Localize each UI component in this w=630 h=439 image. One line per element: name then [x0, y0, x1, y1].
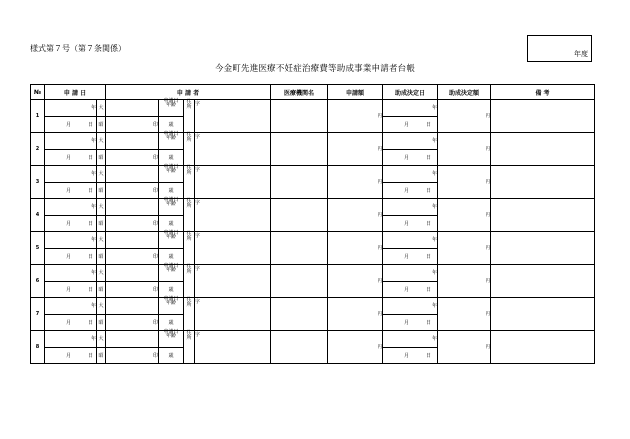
- address-cell[interactable]: [195, 133, 271, 166]
- applicant-name-cell[interactable]: [106, 331, 159, 348]
- aza-label: 字: [195, 134, 201, 140]
- application-year-cell[interactable]: [45, 232, 97, 249]
- yen-label: 円: [485, 345, 490, 350]
- address-cell[interactable]: [195, 298, 271, 331]
- header-application-amount: 申請額: [328, 85, 383, 100]
- year-label: 年: [431, 336, 437, 343]
- age-heading: 申請日 年齢: [159, 232, 184, 249]
- remarks-cell[interactable]: [491, 166, 595, 199]
- day-label: 日: [425, 286, 431, 293]
- ledger-entry-top-row: [31, 100, 595, 117]
- sai-label: 歳: [168, 352, 174, 359]
- decision-year-cell[interactable]: [383, 331, 438, 348]
- fiscal-year-box: [527, 35, 592, 62]
- yen-label: 円: [377, 147, 382, 152]
- aza-label: 字: [195, 200, 201, 206]
- year-label: 年: [431, 237, 437, 244]
- yen-label: 円: [377, 114, 382, 119]
- day-label: 日: [425, 121, 431, 128]
- remarks-cell[interactable]: [491, 265, 595, 298]
- decision-month-day-cell[interactable]: [383, 215, 438, 232]
- entry-number: 1: [31, 100, 45, 133]
- era-dai-label: 大: [97, 298, 106, 315]
- month-label: 月: [403, 286, 409, 293]
- day-label: 日: [87, 220, 93, 227]
- institution-cell[interactable]: [271, 133, 328, 166]
- seal-label: 印: [152, 286, 158, 293]
- yen-label: 円: [377, 312, 382, 317]
- era-sho-label: 昭: [97, 347, 106, 364]
- application-amount-cell[interactable]: [328, 298, 383, 331]
- sai-label: 歳: [168, 154, 174, 161]
- seal-label: 印: [152, 187, 158, 194]
- day-label: 日: [425, 253, 431, 260]
- application-amount-cell[interactable]: [328, 133, 383, 166]
- year-label: 年: [90, 105, 96, 112]
- institution-cell[interactable]: [271, 232, 328, 265]
- seal-label: 印: [152, 154, 158, 161]
- address-cell[interactable]: [195, 100, 271, 133]
- remarks-cell[interactable]: [491, 298, 595, 331]
- seal-label: 印: [152, 319, 158, 326]
- year-label: 年: [431, 171, 437, 178]
- era-dai-label: 大: [97, 199, 106, 216]
- aza-label: 字: [195, 167, 201, 173]
- address-cell[interactable]: [195, 199, 271, 232]
- address-heading: 住 所: [184, 166, 195, 199]
- ledger-entry-top-row: [31, 199, 595, 216]
- month-label: 月: [65, 352, 71, 359]
- address-heading: 住 所: [184, 298, 195, 331]
- decision-month-day-cell[interactable]: [383, 248, 438, 265]
- month-label: 月: [65, 220, 71, 227]
- entry-number: 7: [31, 298, 45, 331]
- era-sho-label: 昭: [97, 116, 106, 133]
- aza-label: 字: [195, 266, 201, 272]
- address-heading: 住 所: [184, 265, 195, 298]
- applicant-name-cell[interactable]: [106, 166, 159, 183]
- yen-label: 円: [377, 279, 382, 284]
- decision-amount-cell[interactable]: [438, 298, 491, 331]
- address-heading: 住 所: [184, 199, 195, 232]
- decision-amount-cell[interactable]: [438, 100, 491, 133]
- yen-label: 円: [485, 246, 490, 251]
- yen-label: 円: [485, 114, 490, 119]
- address-heading: 住 所: [184, 100, 195, 133]
- year-label: 年: [90, 204, 96, 211]
- era-dai-label: 大: [97, 331, 106, 348]
- entry-number: 2: [31, 133, 45, 166]
- header-decision-date: 助成決定日: [383, 85, 438, 100]
- decision-year-cell[interactable]: [383, 199, 438, 216]
- seal-cell[interactable]: [106, 182, 159, 199]
- sai-label: 歳: [168, 187, 174, 194]
- applicant-name-cell[interactable]: [106, 100, 159, 117]
- application-month-day-cell[interactable]: [45, 215, 97, 232]
- decision-month-day-cell[interactable]: [383, 182, 438, 199]
- entry-number: 6: [31, 265, 45, 298]
- sai-label: 歳: [168, 253, 174, 260]
- fiscal-year-label: 年度: [574, 50, 588, 58]
- month-label: 月: [65, 253, 71, 260]
- yen-label: 円: [377, 213, 382, 218]
- era-sho-label: 昭: [97, 182, 106, 199]
- yen-label: 円: [485, 279, 490, 284]
- decision-year-cell[interactable]: [383, 232, 438, 249]
- entry-number: 3: [31, 166, 45, 199]
- day-label: 日: [425, 220, 431, 227]
- application-year-cell[interactable]: [45, 298, 97, 315]
- aza-label: 字: [195, 101, 201, 107]
- entry-number: 8: [31, 331, 45, 364]
- application-year-cell[interactable]: [45, 166, 97, 183]
- ledger-entry-top-row: [31, 298, 595, 315]
- era-sho-label: 昭: [97, 215, 106, 232]
- day-label: 日: [425, 352, 431, 359]
- month-label: 月: [65, 187, 71, 194]
- seal-label: 印: [152, 352, 158, 359]
- seal-cell[interactable]: [106, 149, 159, 166]
- address-cell[interactable]: [195, 265, 271, 298]
- application-amount-cell[interactable]: [328, 199, 383, 232]
- decision-year-cell[interactable]: [383, 100, 438, 117]
- form-number: 様式第７号（第７条関係）: [30, 44, 126, 53]
- application-year-cell[interactable]: [45, 100, 97, 117]
- sai-label: 歳: [168, 220, 174, 227]
- application-month-day-cell[interactable]: [45, 149, 97, 166]
- age-heading: 申請日 年齢: [159, 331, 184, 348]
- header-row: [31, 85, 595, 100]
- address-heading: 住 所: [184, 133, 195, 166]
- decision-year-cell[interactable]: [383, 265, 438, 282]
- yen-label: 円: [377, 246, 382, 251]
- day-label: 日: [425, 319, 431, 326]
- applicant-name-cell[interactable]: [106, 199, 159, 216]
- era-dai-label: 大: [97, 133, 106, 150]
- application-month-day-cell[interactable]: [45, 347, 97, 364]
- day-label: 日: [87, 121, 93, 128]
- address-cell[interactable]: [195, 166, 271, 199]
- year-label: 年: [90, 270, 96, 277]
- seal-cell[interactable]: [106, 248, 159, 265]
- day-label: 日: [87, 352, 93, 359]
- decision-amount-cell[interactable]: [438, 166, 491, 199]
- day-label: 日: [87, 286, 93, 293]
- application-amount-cell[interactable]: [328, 331, 383, 364]
- age-cell[interactable]: [159, 347, 184, 364]
- decision-month-day-cell[interactable]: [383, 314, 438, 331]
- month-label: 月: [65, 319, 71, 326]
- remarks-cell[interactable]: [491, 100, 595, 133]
- month-label: 月: [403, 319, 409, 326]
- institution-cell[interactable]: [271, 199, 328, 232]
- yen-label: 円: [485, 213, 490, 218]
- month-label: 月: [65, 121, 71, 128]
- era-dai-label: 大: [97, 100, 106, 117]
- seal-label: 印: [152, 121, 158, 128]
- decision-year-cell[interactable]: [383, 166, 438, 183]
- header-institution: 医療機関名: [271, 85, 328, 100]
- year-label: 年: [90, 138, 96, 145]
- institution-cell[interactable]: [271, 166, 328, 199]
- year-label: 年: [90, 237, 96, 244]
- decision-amount-cell[interactable]: [438, 232, 491, 265]
- yen-label: 円: [377, 180, 382, 185]
- day-label: 日: [425, 154, 431, 161]
- header-application-date: 申 請 日: [45, 85, 106, 100]
- header-no: №: [31, 85, 45, 100]
- remarks-cell[interactable]: [491, 133, 595, 166]
- application-month-day-cell[interactable]: [45, 281, 97, 298]
- application-amount-cell[interactable]: [328, 232, 383, 265]
- decision-amount-cell[interactable]: [438, 199, 491, 232]
- decision-year-cell[interactable]: [383, 133, 438, 150]
- decision-month-day-cell[interactable]: [383, 347, 438, 364]
- seal-cell[interactable]: [106, 116, 159, 133]
- year-label: 年: [90, 336, 96, 343]
- day-label: 日: [87, 187, 93, 194]
- address-cell[interactable]: [195, 232, 271, 265]
- month-label: 月: [403, 187, 409, 194]
- month-label: 月: [403, 154, 409, 161]
- aza-label: 字: [195, 299, 201, 305]
- age-heading: 申請日 年齢: [159, 265, 184, 282]
- day-label: 日: [425, 187, 431, 194]
- ledger-entry-top-row: [31, 133, 595, 150]
- application-month-day-cell[interactable]: [45, 116, 97, 133]
- entry-number: 5: [31, 232, 45, 265]
- aza-label: 字: [195, 332, 201, 338]
- applicant-name-cell[interactable]: [106, 133, 159, 150]
- ledger-entry-top-row: [31, 166, 595, 183]
- age-heading: 申請日 年齢: [159, 133, 184, 150]
- ledger-entry-top-row: [31, 331, 595, 348]
- age-heading: 申請日 年齢: [159, 100, 184, 117]
- institution-cell[interactable]: [271, 298, 328, 331]
- month-label: 月: [403, 220, 409, 227]
- era-sho-label: 昭: [97, 281, 106, 298]
- month-label: 月: [65, 286, 71, 293]
- era-dai-label: 大: [97, 166, 106, 183]
- sai-label: 歳: [168, 319, 174, 326]
- year-label: 年: [431, 138, 437, 145]
- month-label: 月: [403, 121, 409, 128]
- day-label: 日: [87, 319, 93, 326]
- age-heading: 申請日 年齢: [159, 166, 184, 183]
- decision-month-day-cell[interactable]: [383, 149, 438, 166]
- seal-cell[interactable]: [106, 314, 159, 331]
- application-month-day-cell[interactable]: [45, 248, 97, 265]
- application-month-day-cell[interactable]: [45, 314, 97, 331]
- application-year-cell[interactable]: [45, 199, 97, 216]
- remarks-cell[interactable]: [491, 232, 595, 265]
- application-year-cell[interactable]: [45, 133, 97, 150]
- application-month-day-cell[interactable]: [45, 182, 97, 199]
- ledger-entry-top-row: [31, 232, 595, 249]
- month-label: 月: [403, 352, 409, 359]
- applicant-name-cell[interactable]: [106, 265, 159, 282]
- header-remarks: 備 考: [491, 85, 595, 100]
- address-cell[interactable]: [195, 331, 271, 364]
- era-sho-label: 昭: [97, 314, 106, 331]
- year-label: 年: [90, 171, 96, 178]
- sai-label: 歳: [168, 286, 174, 293]
- header-applicant: 申 請 者: [106, 85, 271, 100]
- institution-cell[interactable]: [271, 265, 328, 298]
- applicant-name-cell[interactable]: [106, 298, 159, 315]
- decision-month-day-cell[interactable]: [383, 116, 438, 133]
- seal-cell[interactable]: [106, 215, 159, 232]
- year-label: 年: [90, 303, 96, 310]
- era-dai-label: 大: [97, 265, 106, 282]
- decision-amount-cell[interactable]: [438, 265, 491, 298]
- month-label: 月: [403, 253, 409, 260]
- yen-label: 円: [377, 345, 382, 350]
- sai-label: 歳: [168, 121, 174, 128]
- age-heading: 申請日 年齢: [159, 199, 184, 216]
- year-label: 年: [431, 270, 437, 277]
- institution-cell[interactable]: [271, 100, 328, 133]
- year-label: 年: [431, 204, 437, 211]
- yen-label: 円: [485, 312, 490, 317]
- application-amount-cell[interactable]: [328, 100, 383, 133]
- age-heading: 申請日 年齢: [159, 298, 184, 315]
- seal-label: 印: [152, 253, 158, 260]
- decision-amount-cell[interactable]: [438, 133, 491, 166]
- yen-label: 円: [485, 147, 490, 152]
- seal-cell[interactable]: [106, 281, 159, 298]
- remarks-cell[interactable]: [491, 199, 595, 232]
- era-dai-label: 大: [97, 232, 106, 249]
- application-amount-cell[interactable]: [328, 265, 383, 298]
- ledger-entry-top-row: [31, 265, 595, 282]
- application-year-cell[interactable]: [45, 265, 97, 282]
- institution-cell[interactable]: [271, 331, 328, 364]
- address-heading: 住 所: [184, 232, 195, 265]
- yen-label: 円: [485, 180, 490, 185]
- day-label: 日: [87, 154, 93, 161]
- decision-amount-cell[interactable]: [438, 331, 491, 364]
- year-label: 年: [431, 303, 437, 310]
- era-sho-label: 昭: [97, 248, 106, 265]
- month-label: 月: [65, 154, 71, 161]
- address-heading: 住 所: [184, 331, 195, 364]
- era-sho-label: 昭: [97, 149, 106, 166]
- header-decision-amount: 助成決定額: [438, 85, 491, 100]
- decision-year-cell[interactable]: [383, 298, 438, 315]
- applicant-name-cell[interactable]: [106, 232, 159, 249]
- applicant-ledger-table: [30, 84, 595, 364]
- seal-cell[interactable]: [106, 347, 159, 364]
- page-title: 今金町先進医療不妊症治療費等助成事業申請者台帳: [214, 64, 416, 74]
- decision-month-day-cell[interactable]: [383, 281, 438, 298]
- entry-number: 4: [31, 199, 45, 232]
- day-label: 日: [87, 253, 93, 260]
- remarks-cell[interactable]: [491, 331, 595, 364]
- seal-label: 印: [152, 220, 158, 227]
- aza-label: 字: [195, 233, 201, 239]
- year-label: 年: [431, 105, 437, 112]
- application-amount-cell[interactable]: [328, 166, 383, 199]
- application-year-cell[interactable]: [45, 331, 97, 348]
